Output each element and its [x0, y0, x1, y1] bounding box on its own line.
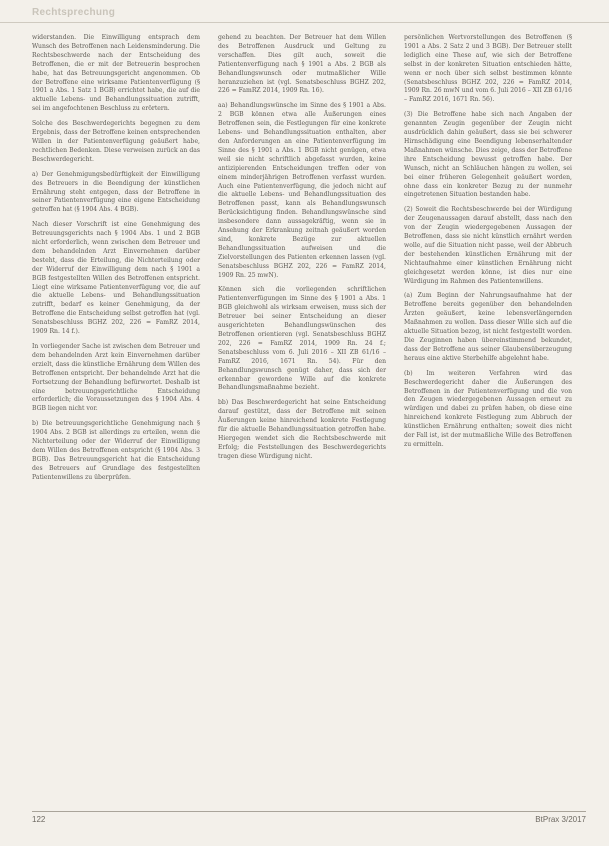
running-head: Rechtsprechung [32, 7, 116, 18]
paragraph: In vorliegender Sache ist zwischen dem Betreuer und dem behandelnden Arzt kein Einvernehmen darüber erzielt, dass die künstliche Ernährung dem Willen des Betroffenen entspricht. Der behandelnde Arzt hat die Fortsetzung der Behandlung befürwortet. Deshalb ist eine betreuungsgerichtliche Entscheidung erforderlich; die Voraussetzungen des § 1904 Abs. 4 BGB liegen nicht vor. [32, 343, 200, 413]
paragraph: Können sich die vorliegenden schriftlichen Patientenverfügungen im Sinne des § 1901 a Abs. 1 BGB gleichwohl als wirksam erweisen, muss sich der Betreuer bei seiner Entscheidung an dieser ausgerichteten Behandlungswünschen des Betroffenen orientieren (vgl. Senatsbeschluss BGHZ 202, 226 = FamRZ 2014, 1909 Rn. 24 f.; Senatsbeschluss vom 6. Juli 2016 – XII ZB 61/16 – FamRZ 2016, 1671 Rn. 54). Für den Behandlungswunsch genügt daher, dass sich der erkennbar gewordene Wille auf die konkrete Behandlungsmaßnahme bezieht. [218, 286, 386, 392]
paragraph: (2) Soweit die Rechtsbeschwerde bei der Würdigung der Zeugenaussagen darauf abstellt, dass nach den von der Zeugin wiedergegebenen Aussagen der Betroffenen, dass sie nicht künstlich ernährt werden wolle, auf die Situation nicht passe, weil der Abbruch der bestehenden künstlichen Ernährung mit der Nichtaufnahme einer künstlichen Ernährung nicht gleichgesetzt werden könne, ist dies nur eine Würdigung im Rahmen des Patientenwillens. [404, 206, 572, 285]
paragraph: Nach dieser Vorschrift ist eine Genehmigung des Betreuungsgerichts nach § 1904 Abs. 1 und 2 BGB nicht erforderlich, wenn zwischen dem Betreuer und dem behandelnden Arzt Einvernehmen darüber besteht, dass die Erteilung, die Nichterteilung oder der Widerruf der Einwilligung dem nach § 1901 a BGB festgestellten Willen des Betroffenen entspricht. Liegt eine wirksame Patientenverfügung vor, die auf die aktuelle Lebens- und Behandlungssituation zutrifft, bedarf es keiner Genehmigung, da der Betroffene die Entscheidung selbst getroffen hat (vgl. Senatsbeschluss BGHZ 202, 226 = FamRZ 2014, 1909 Rn. 14 f.). [32, 221, 200, 336]
paragraph: widerstanden. Die Einwilligung entsprach dem Wunsch des Betroffenen nach Leidensminderung. Die Rechtsbeschwerde nach der Entscheidung des Betroffenen, die er mit der Betreuerin besprochen habe, hat das Betreuungsgericht angenommen. Ob der Betroffene eine wirksame Patientenverfügung (§ 1901 a Abs. 1 Satz 1 BGB) errichtet habe, die auf die aktuelle Lebens- und Behandlungssituation zutrifft, sei im angefochtenen Beschluss zu erörtern. [32, 34, 200, 113]
paragraph: bb) Das Beschwerdegericht hat seine Entscheidung darauf gestützt, dass der Betroffene mit seinen Äußerungen keine hinreichend konkrete Festlegung für die aktuelle Behandlungssituation getroffen habe. Hiergegen wendet sich die Rechtsbeschwerde mit Erfolg; die Feststellungen des Beschwerdegerichts tragen diese Würdigung nicht. [218, 399, 386, 460]
paragraph: (3) Die Betroffene habe sich nach Angaben der genannten Zeugin gegenüber der Zeugin nicht ausdrücklich dahin geäußert, dass sie bei schwerer Hirnschädigung eine Beendigung lebenserhaltender Maßnahmen wünsche. Dies zeige, dass der Betroffene ihre Entscheidung bewusst getroffen habe. Der Wunsch, nicht an Schläuchen hängen zu wollen, sei bei einer früheren Gelegenheit geäußert worden, ohne dass ein konkreter Bezug zu der nunmehr eingetretenen Situation bestanden habe. [404, 111, 572, 199]
page-number: 122 [32, 815, 46, 824]
paragraph: aa) Behandlungswünsche im Sinne des § 1901 a Abs. 2 BGB können etwa alle Äußerungen eines Betroffenen sein, die Festlegungen für eine konkrete Lebens- und Behandlungssituation enthalten, aber den Anforderungen an eine Patientenverfügung im Sinne des § 1901 a Abs. 1 BGB nicht genügen, etwa weil sie nicht schriftlich abgefasst wurden, keine antizipierenden Entscheidungen treffen oder von einem minderjährigen Betroffenen verfasst wurden. Auch eine Patientenverfügung, die jedoch nicht auf die aktuelle Lebens- und Behandlungssituation des Betroffenen passt, kann als Behandlungswunsch Berücksichtigung finden. Behandlungswünsche sind insbesondere dann aussagekräftig, wenn sie in Ansehung der Erkrankung zeitnah geäußert worden sind, konkrete Bezüge zur aktuellen Behandlungssituation aufweisen und die Zielvorstellungen des Patienten erkennen lassen (vgl. Senatsbeschluss BGHZ 202, 226 = FamRZ 2014, 1909 Rn. 25 mwN). [218, 102, 386, 279]
column-middle [218, 34, 386, 468]
paragraph: persönlichen Wertvorstellungen des Betroffenen (§ 1901 a Abs. 2 Satz 2 und 3 BGB). Der Betreuer stellt lediglich eine These auf, wie sich der Betroffene selbst in der konkreten Situation entschieden hätte, wenn er noch über sich selbst bestimmen könnte (Senatsbeschluss BGHZ 202, 226 = FamRZ 2014, 1909 Rn. 26 mwN und vom 6. Juli 2016 – XII ZB 61/16 – FamRZ 2016, 1671 Rn. 56). [404, 34, 572, 104]
column-left [32, 34, 200, 489]
text-columns [32, 34, 586, 808]
paragraph: (b) Im weiteren Verfahren wird das Beschwerdegericht daher die Äußerungen des Betroffenen in der Patientenverfügung und die von den Zeugen wiedergegebenen Aussagen erneut zu würdigen und dabei zu prüfen haben, ob diese eine hinreichend konkrete Festlegung zum Abbruch der künstlichen Ernährung enthalten; soweit dies nicht der Fall ist, ist der mutmaßliche Wille des Betroffenen zu ermitteln. [404, 369, 572, 448]
paragraph: b) Die betreuungsgerichtliche Genehmigung nach § 1904 Abs. 2 BGB ist allerdings zu erteilen, wenn die Nichterteilung oder der Widerruf der Einwilligung dem Willen des Betroffenen entspricht (§ 1904 Abs. 3 BGB). Das Betreuungsgericht hat die Entscheidung des Betreuers auf Grundlage des festgestellten Patientenwillens zu überprüfen. [32, 420, 200, 481]
paragraph: a) Der Genehmigungsbedürftigkeit der Einwilligung des Betreuers in die Beendigung der künstlichen Ernährung steht entgegen, dass der Betroffene in seiner Patientenverfügung eine eigene Entscheidung getroffen hat (§ 1904 Abs. 4 BGB). [32, 170, 200, 214]
journal-issue: BtPrax 3/2017 [535, 815, 586, 824]
column-right [404, 34, 572, 456]
paragraph: (a) Zum Beginn der Nahrungsaufnahme hat der Betroffene bereits gegenüber den behandelnden Ärzten geäußert, keine lebensverlängernden Maßnahmen zu wollen. Dass dieser Wille sich auf die aktuelle Situation bezog, ist nicht festgestellt worden. Die Zeuginnen haben übereinstimmend bekundet, dass der Betroffene aus seiner Glaubensüberzeugung heraus eine aktive Sterbehilfe abgelehnt habe. [404, 292, 572, 362]
paragraph: gehend zu beachten. Der Betreuer hat dem Willen des Betroffenen Ausdruck und Geltung zu verschaffen. Dies gilt auch, soweit die Patientenverfügung nach § 1901 a Abs. 2 BGB als Behandlungswunsch oder mutmaßlicher Wille heranzuziehen ist (vgl. Senatsbeschluss BGHZ 202, 226 = FamRZ 2014, 1909 Rn. 16). [218, 34, 386, 95]
header-divider [0, 22, 609, 23]
paragraph: Solche des Beschwerdegerichts begegnen zu dem Ergebnis, dass der Betroffene keinen entsprechenden Willen in der Patientenverfügung geäußert habe, rechtlichen Bedenken. Diese verweisen zurück an das Beschwerdegericht. [32, 120, 200, 163]
footer-divider [32, 811, 586, 812]
